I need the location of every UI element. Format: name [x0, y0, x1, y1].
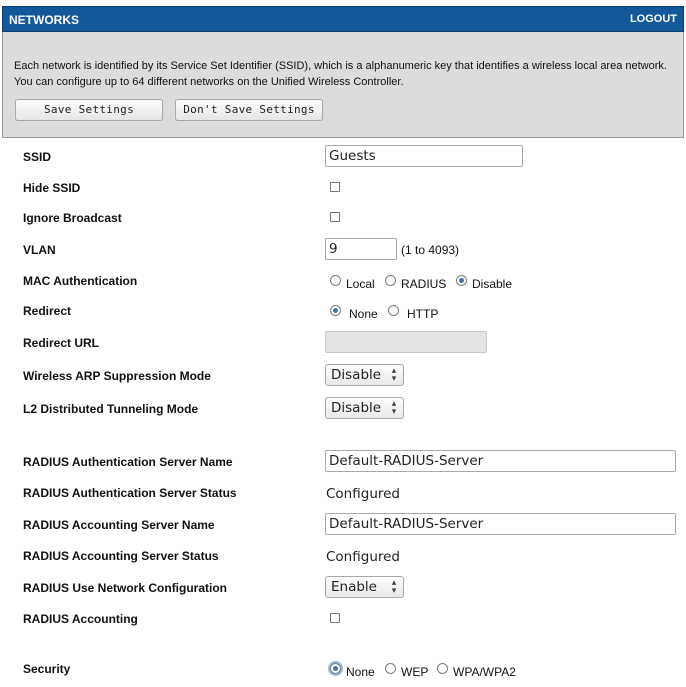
arp-suppression-select[interactable] [325, 364, 404, 386]
security-wpa-radio[interactable] [437, 663, 448, 674]
vlan-label: VLAN [23, 243, 56, 257]
radius-auth-server-name-label: RADIUS Authentication Server Name [23, 455, 233, 469]
security-none-label: None [346, 665, 375, 679]
security-none-radio[interactable] [330, 663, 341, 674]
redirect-none-radio[interactable] [330, 305, 341, 316]
redirect-http-label: HTTP [407, 307, 439, 321]
radius-acct-server-name-label: RADIUS Accounting Server Name [23, 518, 215, 532]
mac-authentication-label: MAC Authentication [23, 274, 138, 288]
mac-auth-local-label: Local [346, 277, 375, 291]
up-down-arrows-icon: ▴ ▾ [391, 399, 397, 417]
dont-save-settings-button[interactable]: Don't Save Settings [175, 99, 323, 121]
security-label: Security [23, 662, 71, 676]
radius-accounting-checkbox[interactable] [330, 613, 340, 623]
redirect-none-label: None [349, 307, 378, 321]
l2-tunneling-value: Disable [331, 400, 382, 416]
ignore-broadcast-checkbox[interactable] [330, 212, 340, 222]
arp-suppression-value: Disable [331, 367, 382, 383]
l2-tunneling-select[interactable] [325, 397, 404, 419]
redirect-http-radio[interactable] [388, 305, 399, 316]
radius-use-network-config-select[interactable] [325, 576, 404, 598]
networks-header-bar [2, 6, 684, 32]
ignore-broadcast-label: Ignore Broadcast [23, 211, 122, 225]
security-wep-radio[interactable] [385, 663, 396, 674]
up-down-arrows-icon: ▴ ▾ [391, 578, 397, 596]
vlan-range-hint: (1 to 4093) [401, 243, 460, 257]
description-line-2: You can configure up to 64 different networks on the Unified Wireless Controller. [14, 76, 404, 88]
radius-acct-server-status-value: Configured [326, 549, 400, 565]
l2-tunneling-label: L2 Distributed Tunneling Mode [23, 402, 199, 416]
radius-use-network-config-value: Enable [331, 579, 377, 595]
description-line-1: Each network is identified by its Service Set Identifier (SSID), which is a alphanumeric key that identifies a wireless local area network. [14, 60, 667, 72]
vlan-input[interactable]: 9 [325, 238, 397, 260]
radius-auth-server-status-value: Configured [326, 486, 400, 502]
mac-auth-radius-radio[interactable] [385, 275, 396, 286]
mac-auth-disable-radio[interactable] [456, 275, 467, 286]
security-wpa-label: WPA/WPA2 [453, 665, 516, 679]
redirect-url-label: Redirect URL [23, 336, 100, 350]
mac-auth-local-radio[interactable] [330, 275, 341, 286]
description-text [14, 58, 679, 90]
mac-auth-radius-label: RADIUS [401, 277, 447, 291]
info-panel [2, 32, 684, 138]
mac-auth-disable-label: Disable [472, 277, 513, 291]
logout-link[interactable]: LOGOUT [629, 13, 677, 25]
radius-acct-server-status-label: RADIUS Accounting Server Status [23, 549, 219, 563]
security-wep-label: WEP [401, 665, 429, 679]
radius-accounting-label: RADIUS Accounting [23, 612, 138, 626]
ssid-input[interactable]: Guests [325, 145, 523, 167]
radius-use-network-config-label: RADIUS Use Network Configuration [23, 581, 228, 595]
hide-ssid-checkbox[interactable] [330, 182, 340, 192]
radius-acct-server-name-input[interactable]: Default-RADIUS-Server [325, 513, 676, 535]
radius-auth-server-status-label: RADIUS Authentication Server Status [23, 486, 237, 500]
up-down-arrows-icon: ▴ ▾ [391, 366, 397, 384]
radius-auth-server-name-input[interactable]: Default-RADIUS-Server [325, 450, 676, 472]
redirect-label: Redirect [23, 304, 72, 318]
arp-suppression-label: Wireless ARP Suppression Mode [23, 369, 211, 383]
hide-ssid-label: Hide SSID [23, 181, 81, 195]
page-title: NETWORKS [9, 13, 79, 27]
ssid-label: SSID [23, 150, 52, 164]
redirect-url-input[interactable] [325, 331, 487, 353]
save-settings-button[interactable]: Save Settings [15, 99, 163, 121]
